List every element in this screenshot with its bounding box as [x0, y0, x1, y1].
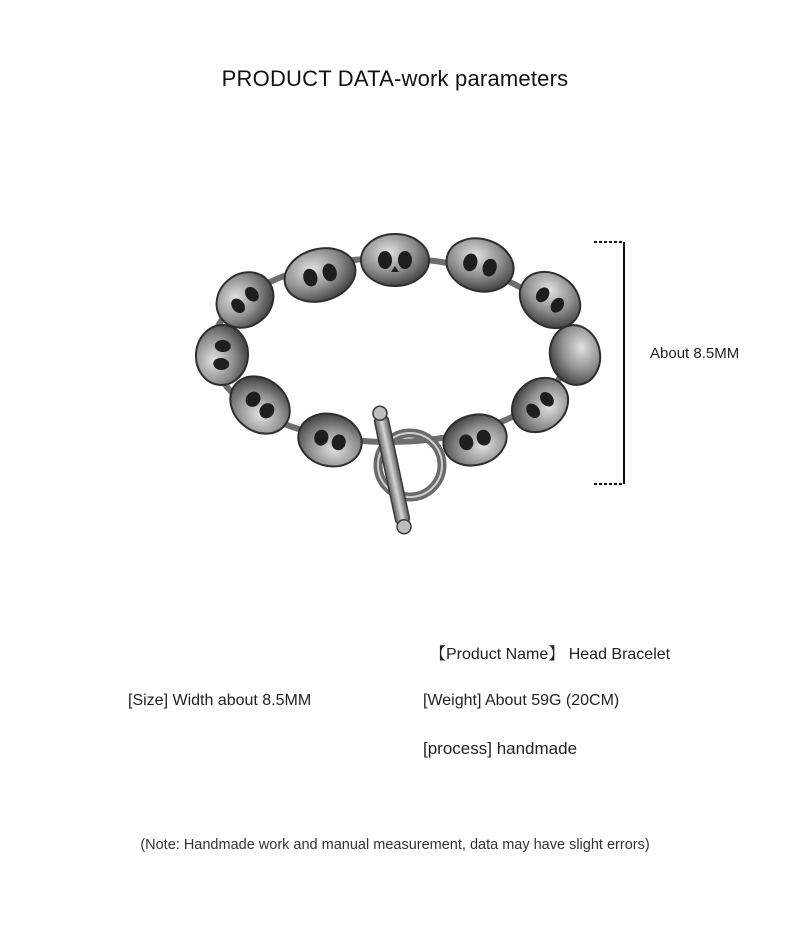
page-title: PRODUCT DATA-work parameters [221, 66, 569, 91]
skull-bead [438, 408, 513, 473]
spec-weight: [Weight] About 59G (20CM) [423, 692, 620, 709]
skull-bead [278, 241, 361, 310]
spec-product-name: 【Product Name】 Head Bracelet [430, 646, 671, 663]
skull-bead [361, 234, 429, 286]
disclaimer-note: (Note: Handmade work and manual measurement, data may have slight errors) [140, 837, 650, 853]
skull-bead [292, 407, 367, 474]
skull-bead [193, 323, 250, 387]
skull-bead [440, 231, 519, 299]
spec-process: [process] handmade [423, 739, 578, 758]
bracelet-product-image [180, 220, 610, 540]
dimension-bracket [592, 240, 628, 486]
spec-size: [Size] Width about 8.5MM [128, 692, 312, 709]
dimension-label: About 8.5MM [650, 345, 740, 362]
